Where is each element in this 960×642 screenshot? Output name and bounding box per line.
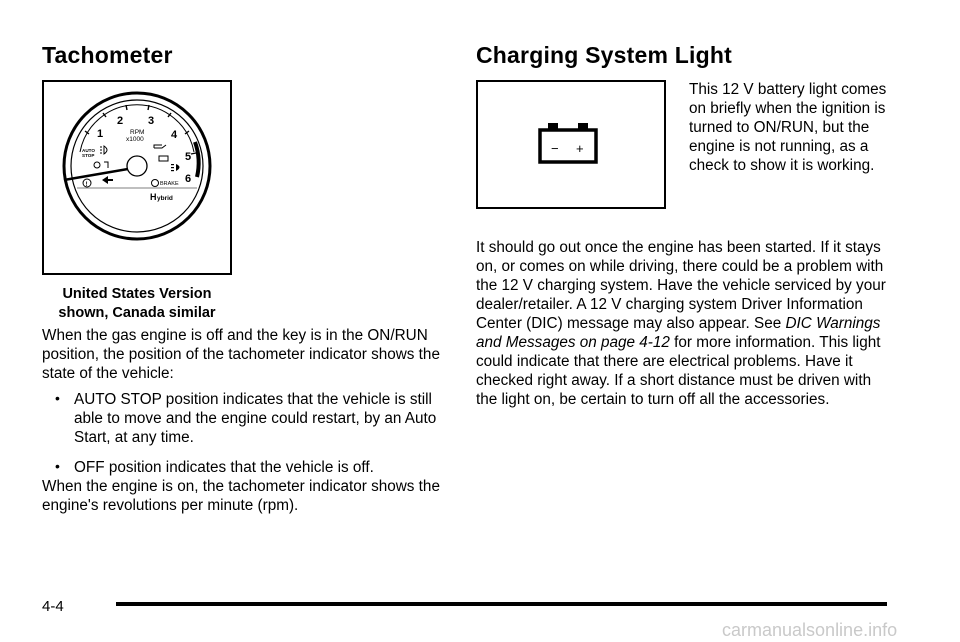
tachometer-state-list: [42, 390, 442, 488]
paragraph-text: for more information. This light could indicate that there are electrical problems. Have it checked right away. If a short distance must be driven with the light on, be certain to turn off all the accessories.: [476, 334, 881, 408]
gauge-brake-label: BRAKE: [160, 181, 179, 187]
gauge-hub: [127, 156, 147, 176]
list-item: • AUTO STOP position indicates that the vehicle is still able to move and the engine could restart, by an Auto Start, at any time.: [42, 390, 442, 447]
hybrid-logo-text: ybrid: [157, 195, 173, 202]
gauge-tick-label: 3: [148, 115, 155, 127]
tachometer-heading: Tachometer: [42, 42, 173, 68]
list-item: • OFF position indicates that the vehicle is off.: [42, 458, 442, 477]
gauge-tick-label: 5: [185, 151, 192, 163]
gauge-auto-stop-label: AUTO: [82, 148, 95, 153]
battery-minus-symbol: −: [551, 141, 559, 156]
caption-line: shown, Canada similar: [58, 305, 216, 321]
page-number: 4-4: [42, 598, 64, 615]
cross-reference-link[interactable]: DIC Warnings and Messages on page 4-12: [476, 315, 881, 351]
battery-light-figure: [476, 80, 666, 209]
tachometer-closing-paragraph: When the engine is on, the tachometer indicator shows the engine's revolutions per minute (rpm).: [42, 478, 440, 514]
paragraph-text: It should go out once the engine has been started. If it stays on, or comes on while driving, there could be a problem with the 12 V charging system. Have the vehicle serviced by your dealer/retailer. A 12 V charging system Driver Information Center (DIC) message may also appear. See: [476, 239, 886, 332]
gauge-rpm-label: RPM: [130, 129, 145, 136]
tachometer-figure: [42, 80, 232, 275]
gauge-auto-stop-label: STOP: [82, 153, 95, 158]
tachometer-caption: [42, 285, 232, 323]
caption-line: United States Version: [62, 286, 212, 302]
svg-text:!: !: [85, 182, 88, 188]
hybrid-logo-initial: H: [150, 192, 157, 202]
tachometer-intro-paragraph: When the gas engine is off and the key is in the ON/RUN position, the position of the tachometer indicator shows the state of the vehicle:: [42, 327, 440, 382]
tachometer-gauge-illustration: [44, 82, 230, 273]
battery-body: [540, 130, 596, 162]
charging-system-paragraph: [476, 238, 886, 409]
gauge-tick-label: 6: [185, 173, 192, 185]
gauge-tick-label: 4: [171, 129, 178, 141]
gauge-tick-label: 1: [97, 128, 104, 140]
footer-rule: [116, 602, 887, 606]
battery-plus-symbol: +: [576, 141, 584, 156]
watermark: carmanualsonline.info: [722, 620, 898, 640]
battery-light-side-text: This 12 V battery light comes on briefly when the ignition is turned to ON/RUN, but the engine is not running, as a check to show it is working.: [689, 81, 887, 174]
battery-icon: [478, 82, 664, 207]
gauge-tick-label: 2: [117, 115, 124, 127]
charging-system-heading: Charging System Light: [476, 42, 732, 68]
gauge-scale-label: x1000: [126, 136, 144, 143]
